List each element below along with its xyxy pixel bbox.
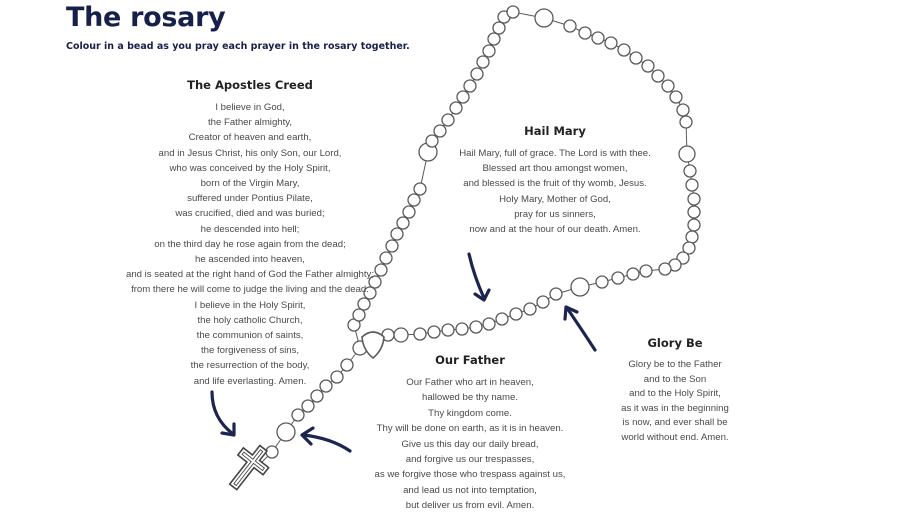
- prayer-line: but deliver us from evil. Amen.: [405, 500, 535, 512]
- our-father-heading: Our Father: [435, 353, 505, 367]
- rosary-bead[interactable]: [640, 265, 652, 277]
- rosary-bead[interactable]: [311, 390, 323, 402]
- rosary-bead[interactable]: [442, 324, 454, 336]
- prayer-line: the forgiveness of sins,: [200, 345, 300, 357]
- prayer-line: world without end. Amen.: [621, 431, 729, 443]
- arrow-icon: [469, 254, 489, 300]
- apostles-creed-section: [70, 78, 430, 389]
- rosary-bead[interactable]: [496, 313, 508, 325]
- prayer-line: who was conceived by the Holy Spirit,: [169, 162, 331, 174]
- rosary-bead[interactable]: [670, 91, 682, 103]
- arrow-icon: [565, 307, 595, 350]
- glory-be-text: [600, 358, 750, 446]
- prayer-line: on the third day he rose again from the dead;: [154, 238, 346, 250]
- rosary-bead[interactable]: [684, 165, 696, 177]
- prayer-line: Our Father who art in heaven,: [406, 377, 534, 388]
- prayer-line: Thy kingdom come.: [428, 407, 512, 419]
- rosary-bead[interactable]: [627, 268, 639, 280]
- rosary-bead[interactable]: [483, 318, 495, 330]
- rosary-bead[interactable]: [612, 272, 624, 284]
- rosary-bead[interactable]: [592, 32, 604, 44]
- rosary-bead[interactable]: [662, 80, 674, 92]
- rosary-bead[interactable]: [688, 206, 700, 218]
- our-father-section: [330, 353, 610, 514]
- rosary-bead[interactable]: [457, 91, 469, 103]
- rosary-bead[interactable]: [471, 68, 483, 80]
- arrow-icon: [212, 392, 234, 435]
- rosary-bead[interactable]: [686, 231, 698, 243]
- prayer-line: now and at the hour of our death. Amen.: [469, 224, 641, 236]
- prayer-line: the Father almighty,: [207, 117, 293, 129]
- prayer-line: Glory be to the Father: [628, 359, 722, 370]
- rosary-bead[interactable]: [537, 296, 549, 308]
- apostles-creed-text: [70, 100, 430, 389]
- rosary-bead[interactable]: [510, 308, 522, 320]
- prayer-line: Holy Mary, Mother of God,: [499, 193, 611, 205]
- apostles-creed-heading: The Apostles Creed: [187, 78, 313, 92]
- prayer-line: I believe in the Holy Spirit,: [194, 299, 306, 311]
- prayer-line: born of the Virgin Mary,: [200, 178, 300, 190]
- prayer-line: Hail Mary, full of grace. The Lord is with thee.: [459, 148, 651, 159]
- rosary-bead[interactable]: [564, 20, 576, 32]
- hail-mary-text: [430, 146, 680, 237]
- glory-be-heading: Glory Be: [647, 336, 703, 350]
- prayer-line: the communion of saints,: [196, 330, 304, 342]
- prayer-line: and life everlasting. Amen.: [193, 375, 307, 387]
- prayer-line: as we forgive those who trespass against us,: [374, 469, 566, 481]
- our-father-bead[interactable]: [535, 9, 553, 27]
- rosary-bead[interactable]: [302, 400, 314, 412]
- rosary-bead[interactable]: [579, 27, 591, 39]
- rosary-bead[interactable]: [596, 276, 608, 288]
- rosary-bead[interactable]: [677, 104, 689, 116]
- rosary-bead[interactable]: [659, 263, 671, 275]
- rosary-bead[interactable]: [605, 37, 617, 49]
- prayer-line: as it was in the beginning: [621, 402, 729, 414]
- prayer-line: the resurrection of the body,: [190, 360, 310, 372]
- rosary-bead[interactable]: [652, 70, 664, 82]
- prayer-line: he ascended into heaven,: [195, 254, 305, 266]
- prayer-line: and blessed is the fruit of thy womb, Jesus.: [463, 178, 647, 190]
- rosary-bead[interactable]: [266, 446, 278, 458]
- glory-be-section: [600, 336, 750, 446]
- our-father-bead[interactable]: [571, 278, 589, 296]
- rosary-bead[interactable]: [550, 288, 562, 300]
- prayer-line: he descended into hell;: [200, 223, 300, 235]
- prayer-line: Blessed art thou amongst women,: [482, 163, 628, 175]
- hail-mary-section: [430, 124, 680, 237]
- rosary-bead[interactable]: [688, 193, 700, 205]
- rosary-bead[interactable]: [477, 56, 489, 68]
- prayer-line: I believe in God,: [215, 102, 285, 113]
- prayer-line: is now, and ever shall be: [622, 417, 728, 429]
- prayer-line: from there he will come to judge the living and the dead.: [131, 284, 369, 296]
- rosary-bead[interactable]: [470, 321, 482, 333]
- rosary-bead[interactable]: [618, 44, 630, 56]
- rosary-bead[interactable]: [292, 409, 304, 421]
- prayer-line: and to the Son: [643, 373, 707, 385]
- our-father-bead[interactable]: [277, 423, 295, 441]
- prayer-line: and in Jesus Christ, his only Son, our Lord,: [158, 147, 342, 159]
- page-subtitle: Colour in a bead as you pray each prayer in the rosary together.: [66, 41, 410, 52]
- prayer-line: hallowed be thy name.: [422, 392, 518, 404]
- rosary-bead[interactable]: [688, 219, 700, 231]
- rosary-bead[interactable]: [456, 323, 468, 335]
- rosary-bead[interactable]: [507, 6, 519, 18]
- rosary-bead[interactable]: [680, 116, 692, 128]
- rosary-bead[interactable]: [450, 102, 462, 114]
- page-title: The rosary: [66, 2, 226, 33]
- prayer-line: pray for us sinners,: [514, 208, 596, 220]
- rosary-bead[interactable]: [464, 80, 476, 92]
- rosary-bead[interactable]: [686, 179, 698, 191]
- prayer-line: and is seated at the right hand of God the Father almighty;: [126, 269, 374, 281]
- rosary-bead[interactable]: [483, 45, 495, 57]
- prayer-line: suffered under Pontius Pilate,: [187, 193, 313, 205]
- prayer-line: Thy will be done on earth, as it is in heaven.: [376, 423, 564, 435]
- prayer-line: Give us this day our daily bread,: [401, 438, 539, 450]
- hail-mary-heading: Hail Mary: [524, 124, 586, 138]
- our-father-bead[interactable]: [679, 146, 695, 162]
- rosary-bead[interactable]: [642, 60, 654, 72]
- prayer-line: the holy catholic Church,: [197, 314, 303, 326]
- rosary-bead[interactable]: [493, 22, 505, 34]
- prayer-line: was crucified, died and was buried;: [175, 208, 325, 220]
- prayer-line: and to the Holy Spirit,: [629, 388, 721, 400]
- rosary-bead[interactable]: [630, 52, 642, 64]
- rosary-bead[interactable]: [524, 303, 536, 315]
- rosary-bead[interactable]: [488, 33, 500, 45]
- prayer-line: Creator of heaven and earth,: [188, 132, 312, 144]
- prayer-line: and lead us not into temptation,: [403, 484, 537, 496]
- prayer-line: and forgive us our trespasses,: [405, 454, 535, 466]
- our-father-text: [330, 375, 610, 514]
